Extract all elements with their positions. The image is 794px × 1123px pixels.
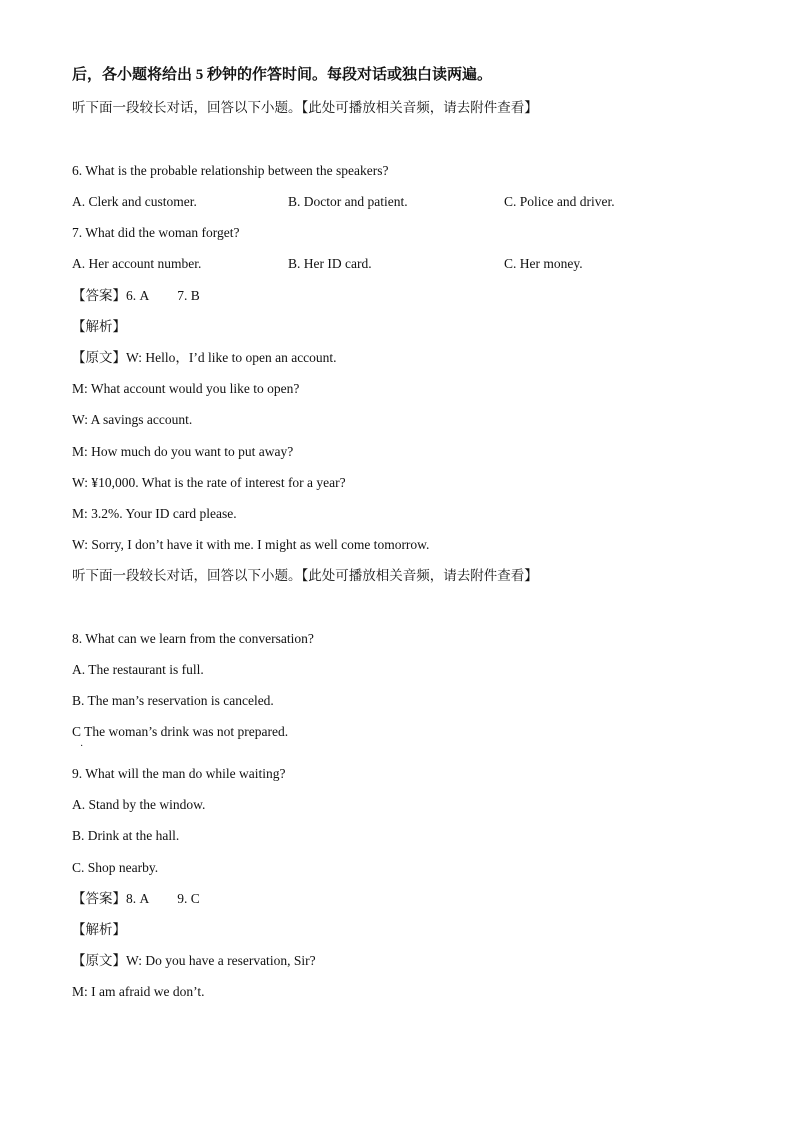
- transcript-1-line-1: 【原文】W: Hello，I’d like to open an account.: [72, 350, 337, 365]
- listening-instruction-2: 听下面一段较长对话，回答以下小题。【此处可播放相关音频，请去附件查看】: [72, 568, 538, 583]
- transcript-2-line-1: 【原文】W: Do you have a reservation, Sir?: [72, 953, 316, 968]
- transcript-2-line-2: M: I am afraid we don’t.: [72, 984, 205, 999]
- transcript-1-line-4: M: How much do you want to put away?: [72, 444, 294, 459]
- option-6a: A. Clerk and customer.: [72, 194, 197, 209]
- transcript-1-line-2: M: What account would you like to open?: [72, 381, 300, 396]
- option-7a: A. Her account number.: [72, 256, 202, 271]
- option-6c: C. Police and driver.: [504, 194, 615, 209]
- listening-instruction: 听下面一段较长对话，回答以下小题。【此处可播放相关音频，请去附件查看】: [72, 100, 538, 115]
- question-6-options: [72, 193, 722, 211]
- answer-8: 8. A: [126, 891, 150, 906]
- option-9c: C. Shop nearby.: [72, 860, 159, 875]
- transcript-1-line-6: M: 3.2%. Your ID card please.: [72, 506, 237, 521]
- transcript-1-line-3: W: A savings account.: [72, 412, 193, 427]
- answer-7: 7. B: [177, 288, 200, 303]
- analysis-label-2: 【解析】: [72, 922, 126, 937]
- answer-9: 9. C: [177, 891, 200, 906]
- answer-line-2: [72, 890, 200, 908]
- option-7b: B. Her ID card.: [288, 256, 372, 271]
- question-7-options: [72, 255, 722, 273]
- question-9: 9. What will the man do while waiting?: [72, 766, 286, 781]
- analysis-label-1: 【解析】: [72, 319, 126, 334]
- option-8c: C The woman’s drink was not prepared.: [72, 724, 289, 739]
- option-9a: A. Stand by the window.: [72, 797, 206, 812]
- option-9b: B. Drink at the hall.: [72, 828, 180, 843]
- transcript-1-line-7: W: Sorry, I don’t have it with me. I might as well come tomorrow.: [72, 537, 430, 552]
- answer-label: 【答案】: [72, 891, 126, 906]
- stray-dot: ·: [80, 741, 84, 752]
- transcript-1-line-5: W: ¥10,000. What is the rate of interest for a year?: [72, 475, 346, 490]
- option-8a: A. The restaurant is full.: [72, 662, 204, 677]
- option-6b: B. Doctor and patient.: [288, 194, 408, 209]
- answer-line-1: [72, 287, 200, 305]
- answer-6: 6. A: [126, 288, 150, 303]
- question-8: 8. What can we learn from the conversation?: [72, 631, 314, 646]
- question-6: 6. What is the probable relationship between the speakers?: [72, 163, 389, 178]
- answer-label: 【答案】: [72, 288, 126, 303]
- intro-line: 后，各小题将给出 5 秒钟的作答时间。每段对话或独白读两遍。: [72, 67, 493, 83]
- question-7: 7. What did the woman forget?: [72, 225, 240, 240]
- option-7c: C. Her money.: [504, 256, 583, 271]
- option-8b: B. The man’s reservation is canceled.: [72, 693, 274, 708]
